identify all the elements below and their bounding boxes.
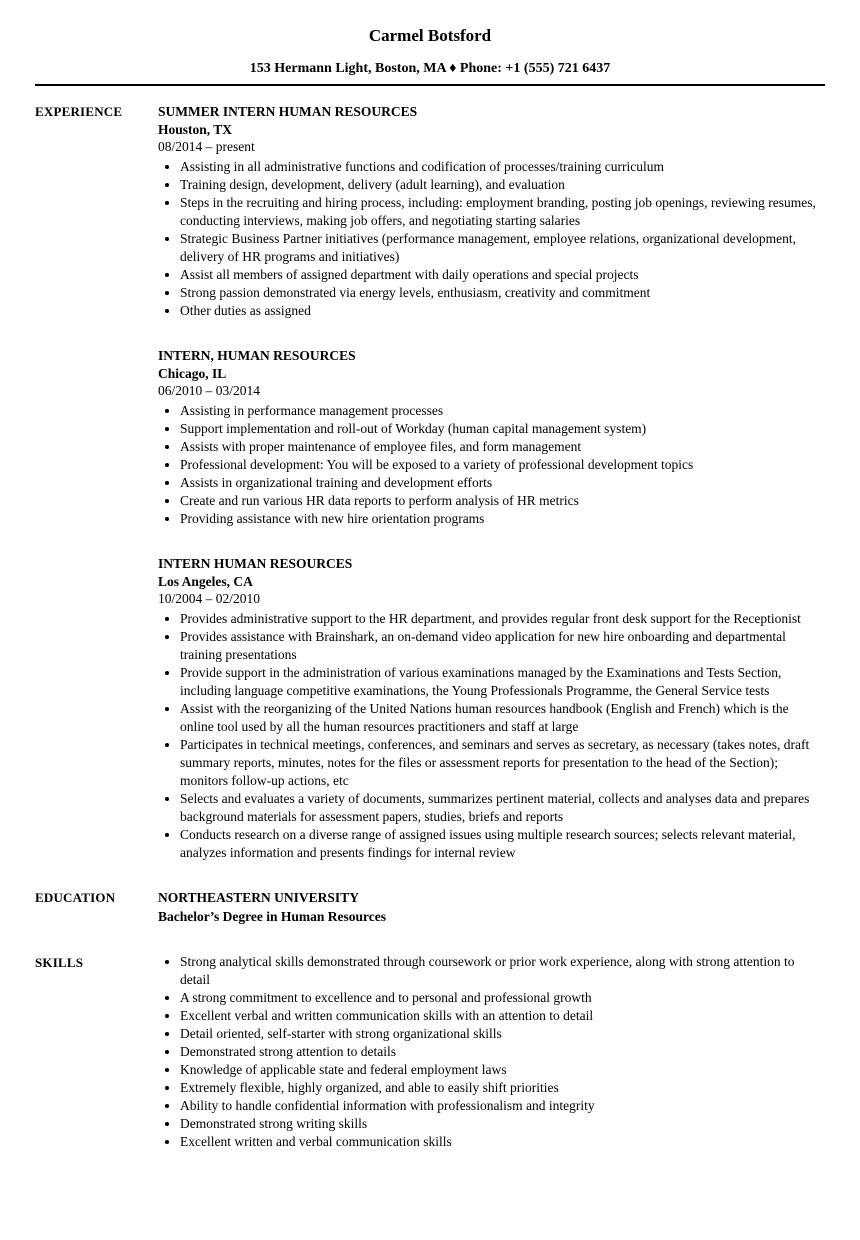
- job-title: INTERN HUMAN RESOURCES: [158, 556, 353, 571]
- bullet-item: • Demonstrated strong attention to details: [180, 1043, 825, 1061]
- resume-body: [35, 102, 825, 1151]
- bullet-item: • Assisting in all administrative functions and codification of processes/training curriculum: [180, 158, 825, 176]
- job-entry-2: [158, 346, 825, 528]
- job-bullet-list: [158, 402, 825, 528]
- bullet-item: • Excellent written and verbal communication skills: [180, 1133, 825, 1151]
- bullet-item: • Extremely flexible, highly organized, and able to easily shift priorities: [180, 1079, 825, 1097]
- job-dates: 06/2010 – 03/2014: [158, 383, 261, 398]
- bullet-item: • Participates in technical meetings, conferences, and seminars and serves as secretary, as necessary (takes notes, draft summary reports, minutes, notes for the files or assessment reports for presentation to the head of the Section); monitors follow-up actions, etc: [180, 736, 825, 790]
- bullet-item: • Strong analytical skills demonstrated through coursework or prior work experience, along with strong attention to detail: [180, 953, 825, 989]
- section-label-skills: SKILLS: [35, 955, 84, 970]
- education-school: NORTHEASTERN UNIVERSITY: [158, 890, 359, 905]
- bullet-item: • Provide support in the administration of various examinations managed by the Examinations and Tests Section, including language competitive examinations, the Young Professionals Programme, the General Service tests: [180, 664, 825, 700]
- bullet-item: • Provides administrative support to the HR department, and provides regular front desk support for the Receptionist: [180, 610, 825, 628]
- header-divider: [35, 84, 825, 86]
- bullet-item: • Ability to handle confidential information with professionalism and integrity: [180, 1097, 825, 1115]
- bullet-item: • Detail oriented, self-starter with strong organizational skills: [180, 1025, 825, 1043]
- bullet-item: • A strong commitment to excellence and to personal and professional growth: [180, 989, 825, 1007]
- job-dates: 10/2004 – 02/2010: [158, 591, 261, 606]
- job-title: SUMMER INTERN HUMAN RESOURCES: [158, 104, 418, 119]
- bullet-item: • Conducts research on a diverse range of assigned issues using multiple research sources; selects relevant material, analyzes information and presents findings for internal review: [180, 826, 825, 862]
- skills-bullet-list: [158, 953, 825, 1151]
- job-location: Los Angeles, CA: [158, 574, 253, 589]
- job-location: Chicago, IL: [158, 366, 227, 381]
- job-bullet-list: [158, 158, 825, 320]
- education-content: [158, 888, 825, 927]
- bullet-item: • Support implementation and roll-out of Workday (human capital management system): [180, 420, 825, 438]
- resume-header: [35, 26, 825, 77]
- skills-content: [158, 953, 825, 1151]
- job-entry-3: [158, 554, 825, 862]
- experience-content: [158, 102, 825, 862]
- job-entry-1: [158, 102, 825, 320]
- job-bullet-list: [158, 610, 825, 862]
- contact-line: 153 Hermann Light, Boston, MA ♦ Phone: +1 (555) 721 6437: [249, 61, 611, 76]
- bullet-item: • Assisting in performance management processes: [180, 402, 825, 420]
- bullet-item: • Other duties as assigned: [180, 302, 825, 320]
- bullet-item: • Assists with proper maintenance of employee files, and form management: [180, 438, 825, 456]
- bullet-item: • Professional development: You will be exposed to a variety of professional development topics: [180, 456, 825, 474]
- education-degree: Bachelor’s Degree in Human Resources: [158, 909, 386, 924]
- bullet-item: • Steps in the recruiting and hiring process, including: employment branding, posting job openings, reviewing resumes, conducting interviews, making job offers, and negotiating starting salaries: [180, 194, 825, 230]
- job-location: Houston, TX: [158, 122, 233, 137]
- bullet-item: • Create and run various HR data reports to perform analysis of HR metrics: [180, 492, 825, 510]
- bullet-item: • Selects and evaluates a variety of documents, summarizes pertinent material, collects and analyses data and prepares background materials for assessment papers, studies, briefs and reports: [180, 790, 825, 826]
- section-label-education: EDUCATION: [35, 890, 116, 905]
- bullet-item: • Demonstrated strong writing skills: [180, 1115, 825, 1133]
- bullet-item: • Assists in organizational training and development efforts: [180, 474, 825, 492]
- bullet-item: • Provides assistance with Brainshark, an on-demand video application for new hire onboarding and departmental training presentations: [180, 628, 825, 664]
- bullet-item: • Knowledge of applicable state and federal employment laws: [180, 1061, 825, 1079]
- job-dates: 08/2014 – present: [158, 139, 255, 154]
- bullet-item: • Training design, development, delivery (adult learning), and evaluation: [180, 176, 825, 194]
- section-label-experience: EXPERIENCE: [35, 104, 123, 119]
- job-title: INTERN, HUMAN RESOURCES: [158, 348, 356, 363]
- bullet-item: • Strategic Business Partner initiatives (performance management, employee relations, organizational development, delivery of HR programs and initiatives): [180, 230, 825, 266]
- bullet-item: • Assist with the reorganizing of the United Nations human resources handbook (English and French) which is the online tool used by all the human resources practitioners and staff at large: [180, 700, 825, 736]
- bullet-item: • Providing assistance with new hire orientation programs: [180, 510, 825, 528]
- bullet-item: • Strong passion demonstrated via energy levels, enthusiasm, creativity and commitment: [180, 284, 825, 302]
- candidate-name: Carmel Botsford: [368, 26, 492, 45]
- bullet-item: • Excellent verbal and written communication skills with an attention to detail: [180, 1007, 825, 1025]
- bullet-item: • Assist all members of assigned department with daily operations and special projects: [180, 266, 825, 284]
